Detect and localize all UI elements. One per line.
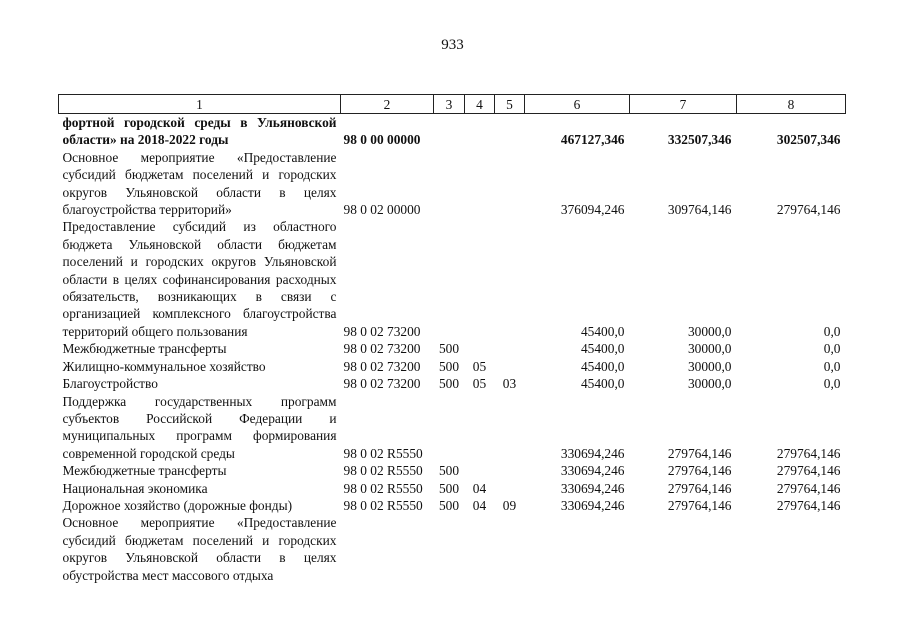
row-amount-2021 (630, 514, 737, 584)
row-item: 09 (502, 497, 517, 513)
header-col-1: 1 (59, 95, 341, 114)
row-amount-2020: 376094,246 (560, 202, 625, 218)
row-subsection (465, 393, 495, 463)
row-amount-2021: 279764,146 (667, 480, 732, 496)
row-subsection (465, 114, 495, 149)
table-row (59, 218, 846, 340)
table-row (59, 114, 846, 149)
row-name: Межбюджетные трансферты (62, 463, 227, 479)
table-row (59, 358, 846, 375)
row-section: 500 (438, 341, 460, 357)
row-amount-2022: 0,0 (823, 323, 841, 339)
row-amount-2020 (525, 514, 630, 584)
row-subsection: 04 (472, 497, 487, 513)
row-amount-2021: 279764,146 (667, 497, 732, 513)
row-amount-2021: 30000,0 (687, 323, 732, 339)
row-name: Предоставление субсидий из областного бюджета Ульяновской области бюджетам поселений и городских округов Ульяновской области в целях софинансирования расходных обязательств, возникающих в связи с организацией комплексного благоустройства территорий общего пользования (62, 219, 337, 339)
header-col-3: 3 (434, 95, 465, 114)
row-item (495, 514, 525, 584)
header-row (59, 95, 846, 114)
row-amount-2020: 45400,0 (580, 358, 625, 374)
row-section: 500 (438, 358, 460, 374)
row-code: 98 0 02 73200 (343, 376, 421, 392)
row-amount-2021: 309764,146 (667, 202, 732, 218)
row-name: Поддержка государственных программ субъектов Российской Федерации и муниципальных программ формирования современной городской среды (62, 393, 337, 461)
row-name: Основное мероприятие «Предоставление субсидий бюджетам поселений и городских округов Ульяновской области в целях обустройства мест массового отдыха (62, 515, 337, 583)
row-amount-2020: 330694,246 (560, 480, 625, 496)
row-code: 98 0 02 R5550 (343, 445, 423, 461)
row-code: 98 0 02 00000 (343, 202, 421, 218)
row-code: 98 0 00 00000 (343, 132, 421, 148)
table-row (59, 149, 846, 219)
row-item (495, 114, 525, 149)
row-section: 500 (438, 376, 460, 392)
header-col-2: 2 (341, 95, 434, 114)
row-section (434, 149, 465, 219)
row-amount-2022: 279764,146 (776, 480, 841, 496)
row-amount-2021: 30000,0 (687, 341, 732, 357)
row-subsection (465, 218, 495, 340)
row-amount-2020: 330694,246 (560, 463, 625, 479)
row-section: 500 (438, 480, 460, 496)
row-item (495, 462, 525, 479)
row-code: 98 0 02 R5550 (343, 497, 423, 513)
row-section (434, 114, 465, 149)
row-amount-2020: 330694,246 (560, 497, 625, 513)
header-col-6: 6 (525, 95, 630, 114)
row-amount-2021: 279764,146 (667, 463, 732, 479)
header-col-4: 4 (465, 95, 495, 114)
table-row (59, 462, 846, 479)
row-name: Жилищно-коммунальное хозяйство (62, 358, 266, 374)
row-subsection: 05 (472, 376, 487, 392)
row-name: Межбюджетные трансферты (62, 341, 227, 357)
row-name: Дорожное хозяйство (дорожные фонды) (62, 497, 293, 513)
row-amount-2021: 30000,0 (687, 376, 732, 392)
row-name: Благоустройство (62, 376, 158, 392)
row-code (341, 514, 434, 584)
row-subsection (465, 462, 495, 479)
row-section: 500 (438, 463, 460, 479)
row-code: 98 0 02 R5550 (343, 480, 423, 496)
row-amount-2020: 45400,0 (580, 341, 625, 357)
row-name: фортной городской среды в Ульяновской области» на 2018-2022 годы (62, 115, 337, 148)
table-row (59, 393, 846, 463)
table-row (59, 375, 846, 392)
row-amount-2022: 0,0 (823, 341, 841, 357)
row-amount-2022: 302507,346 (776, 132, 841, 148)
row-item (495, 218, 525, 340)
row-amount-2022: 279764,146 (776, 497, 841, 513)
row-section: 500 (438, 497, 460, 513)
row-item: 03 (502, 376, 517, 392)
row-amount-2021: 30000,0 (687, 358, 732, 374)
row-amount-2022 (737, 514, 846, 584)
row-amount-2021: 332507,346 (667, 132, 732, 148)
row-code: 98 0 02 73200 (343, 358, 421, 374)
row-subsection (465, 149, 495, 219)
table-row (59, 480, 846, 497)
page-number: 933 (441, 37, 464, 53)
row-section (434, 393, 465, 463)
row-name: Основное мероприятие «Предоставление субсидий бюджетам поселений и городских округов Ульяновской области в целях благоустройства территорий» (62, 149, 337, 218)
budget-table (58, 94, 846, 584)
row-amount-2022: 279764,146 (776, 202, 841, 218)
row-item (495, 393, 525, 463)
row-amount-2020: 45400,0 (580, 323, 625, 339)
row-amount-2020: 330694,246 (560, 445, 625, 461)
row-section (434, 218, 465, 340)
row-subsection: 05 (472, 358, 487, 374)
row-amount-2022: 0,0 (823, 376, 841, 392)
table-row (59, 497, 846, 514)
row-item (495, 480, 525, 497)
header-col-5: 5 (495, 95, 525, 114)
row-subsection: 04 (472, 480, 487, 496)
row-code: 98 0 02 73200 (343, 323, 421, 339)
row-section (434, 514, 465, 584)
row-amount-2020: 467127,346 (560, 132, 625, 148)
row-amount-2021: 279764,146 (667, 445, 732, 461)
row-item (495, 358, 525, 375)
row-item (495, 149, 525, 219)
row-code: 98 0 02 73200 (343, 341, 421, 357)
row-subsection (465, 514, 495, 584)
row-subsection (465, 340, 495, 357)
row-code: 98 0 02 R5550 (343, 463, 423, 479)
row-amount-2022: 0,0 (823, 358, 841, 374)
row-name: Национальная экономика (62, 480, 208, 496)
header-col-7: 7 (630, 95, 737, 114)
row-item (495, 340, 525, 357)
row-amount-2020: 45400,0 (580, 376, 625, 392)
table-row (59, 340, 846, 357)
row-amount-2022: 279764,146 (776, 445, 841, 461)
row-amount-2022: 279764,146 (776, 463, 841, 479)
table-row (59, 514, 846, 584)
header-col-8: 8 (737, 95, 846, 114)
